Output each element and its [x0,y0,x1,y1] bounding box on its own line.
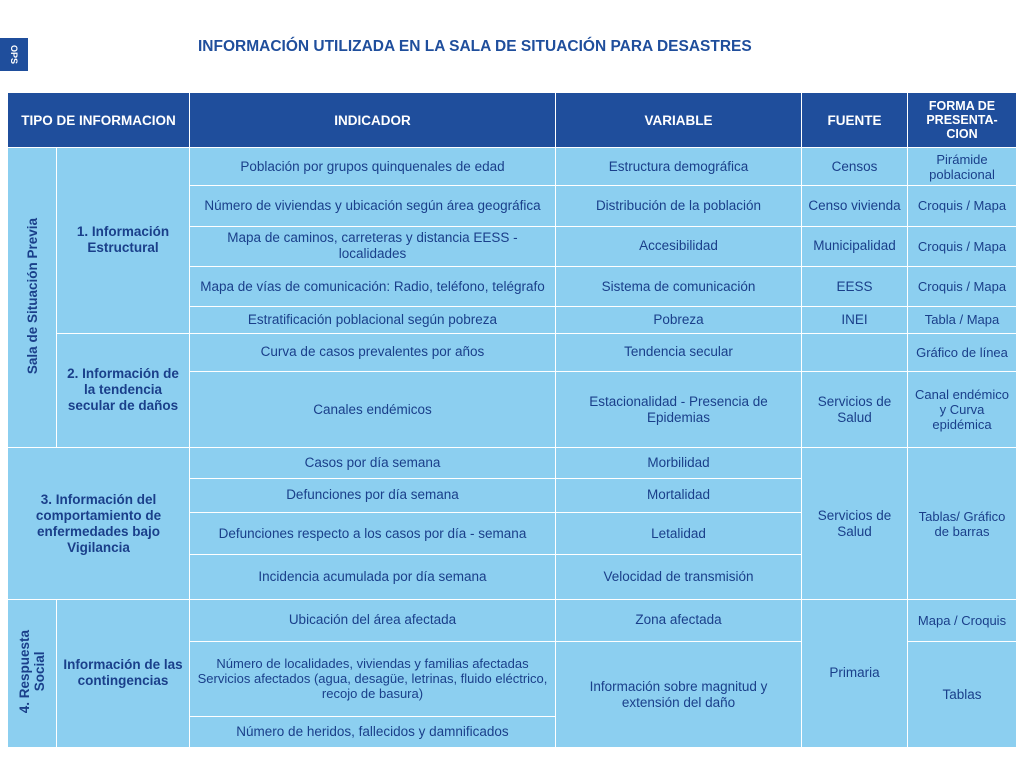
cell-variable: Accesibilidad [556,226,802,266]
table-row [8,333,1017,371]
cell-fuente: Servicios de Salud [802,371,908,448]
cell-indicador-line2: Servicios afectados (agua, desagüe, letrinas, fluido eléctrico, recojo de basura) [197,671,548,702]
logo [0,38,28,71]
cell-forma: Mapa / Croquis [908,599,1017,641]
cell-variable: Estructura demográfica [556,148,802,186]
cell-forma: Canal endémico y Curva epidémica [908,371,1017,448]
cell-variable: Pobreza [556,307,802,333]
header-row [8,93,1017,148]
cell-indicador: Número de heridos, fallecidos y damnificados [190,716,556,747]
cell-forma: Croquis / Mapa [908,266,1017,306]
cell-variable: Distribución de la población [556,186,802,226]
header-fuente: FUENTE [802,93,908,148]
cell-indicador: Defunciones por día semana [190,478,556,512]
cell-fuente: EESS [802,266,908,306]
header-tipo: TIPO DE INFORMACION [8,93,190,148]
cell-forma: Tablas [908,642,1017,748]
logo-text: OPS [9,44,19,64]
header-forma: FORMA DE PRESENTA-CION [908,93,1017,148]
group-sala-previa [8,148,57,448]
cell-indicador: Población por grupos quinquenales de edad [190,148,556,186]
page-title: INFORMACIÓN UTILIZADA EN LA SALA DE SITUACIÓN PARA DESASTRES [198,38,752,55]
group-respuesta-label-line1: 4. Respuesta [17,629,32,713]
group-estructural: 1. Información Estructural [57,148,190,334]
cell-indicador: Mapa de vías de comunicación: Radio, teléfono, telégrafo [190,266,556,306]
header-variable: VARIABLE [556,93,802,148]
cell-indicador: Ubicación del área afectada [190,599,556,641]
group-respuesta-social-label [17,630,47,713]
group-respuesta-social [8,599,57,747]
cell-indicador: Canales endémicos [190,371,556,448]
group-comportamiento: 3. Información del comportamiento de enfermedades bajo Vigilancia [8,448,190,599]
table-row [8,448,1017,478]
cell-variable: Tendencia secular [556,333,802,371]
cell-fuente: Primaria [802,599,908,747]
group-respuesta-label-line2: Social [32,651,47,692]
cell-forma: Tablas/ Gráfico de barras [908,448,1017,599]
cell-variable: Zona afectada [556,599,802,641]
cell-forma: Gráfico de línea [908,333,1017,371]
cell-forma: Croquis / Mapa [908,186,1017,226]
group-contingencias: Información de las contingencias [57,599,190,747]
group-tendencia: 2. Información de la tendencia secular de daños [57,333,190,448]
cell-fuente: Municipalidad [802,226,908,266]
cell-variable: Estacionalidad - Presencia de Epidemias [556,371,802,448]
group-sala-previa-label: Sala de Situación Previa [24,217,40,374]
cell-variable: Información sobre magnitud y extensión del daño [556,642,802,748]
cell-forma: Tabla / Mapa [908,307,1017,333]
cell-fuente: INEI [802,307,908,333]
cell-variable: Morbilidad [556,448,802,478]
cell-indicador: Número de viviendas y ubicación según área geográfica [190,186,556,226]
cell-variable: Velocidad de transmisión [556,555,802,599]
cell-fuente [802,333,908,371]
cell-indicador [190,642,556,717]
cell-indicador: Curva de casos prevalentes por años [190,333,556,371]
cell-indicador: Casos por día semana [190,448,556,478]
cell-variable: Sistema de comunicación [556,266,802,306]
cell-indicador-line1: Número de localidades, viviendas y familias afectadas [216,656,529,672]
cell-variable: Mortalidad [556,478,802,512]
cell-fuente: Censo vivienda [802,186,908,226]
cell-fuente: Servicios de Salud [802,448,908,599]
table-row [8,599,1017,641]
table-row [8,148,1017,186]
cell-fuente: Censos [802,148,908,186]
cell-forma: Pirámide poblacional [908,148,1017,186]
cell-indicador: Defunciones respecto a los casos por día - semana [190,512,556,554]
cell-variable: Letalidad [556,512,802,554]
cell-indicador: Incidencia acumulada por día semana [190,555,556,599]
header-indicador: INDICADOR [190,93,556,148]
cell-indicador: Estratificación poblacional según pobreza [190,307,556,333]
cell-indicador: Mapa de caminos, carreteras y distancia EESS - localidades [190,226,556,266]
cell-forma: Croquis / Mapa [908,226,1017,266]
info-table [7,92,1017,748]
